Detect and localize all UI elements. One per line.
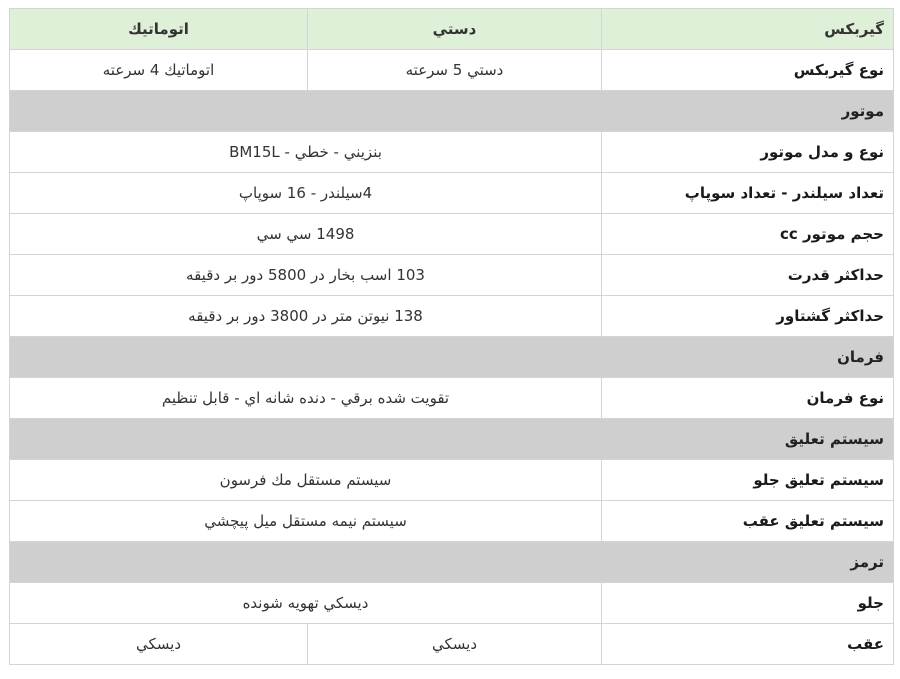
spec-value: 138 نيوتن متر در 3800 دور بر دقيقه [10, 296, 602, 337]
spec-row [10, 173, 894, 214]
spec-table [9, 8, 894, 665]
spec-value: بنزيني - خطي - BM15L [10, 132, 602, 173]
spec-row [10, 460, 894, 501]
spec-label: جلو [602, 583, 894, 624]
spec-row [10, 378, 894, 419]
section-row [10, 337, 894, 378]
spec-value: سيستم مستقل مك فرسون [10, 460, 602, 501]
automatic-value: ديسكي [10, 624, 308, 665]
spec-row [10, 296, 894, 337]
section-row [10, 91, 894, 132]
manual-value: ديسكي [308, 624, 602, 665]
spec-value: سيستم نيمه مستقل ميل پيچشي [10, 501, 602, 542]
spec-label: نوع و مدل موتور [602, 132, 894, 173]
section-title: ترمز [10, 542, 894, 583]
header-manual: دستي [308, 9, 602, 50]
spec-row [10, 255, 894, 296]
spec-label: نوع فرمان [602, 378, 894, 419]
spec-row [10, 583, 894, 624]
spec-label: سيستم تعليق جلو [602, 460, 894, 501]
spec-value: 103 اسب بخار در 5800 دور بر دقيقه [10, 255, 602, 296]
spec-row [10, 214, 894, 255]
spec-value: تقويت شده برقي - دنده شانه اي - قابل تنظيم [10, 378, 602, 419]
section-title: فرمان [10, 337, 894, 378]
section-title: سيستم تعليق [10, 419, 894, 460]
spec-label: حجم موتور cc [602, 214, 894, 255]
spec-label: حداكثر گشتاور [602, 296, 894, 337]
header-label: گيربكس [602, 9, 894, 50]
section-title: موتور [10, 91, 894, 132]
spec-value: ديسكي تهويه شونده [10, 583, 602, 624]
automatic-value: اتوماتيك 4 سرعته [10, 50, 308, 91]
spec-label: سيستم تعليق عقب [602, 501, 894, 542]
manual-value: دستي 5 سرعته [308, 50, 602, 91]
spec-label: تعداد سيلندر - تعداد سوپاپ [602, 173, 894, 214]
header-automatic: اتوماتيك [10, 9, 308, 50]
spec-value: 1498 سي سي [10, 214, 602, 255]
header-row [10, 9, 894, 50]
spec-label: نوع گيربكس [602, 50, 894, 91]
spec-row [10, 50, 894, 91]
section-row [10, 542, 894, 583]
spec-row [10, 132, 894, 173]
spec-label: حداكثر قدرت [602, 255, 894, 296]
section-row [10, 419, 894, 460]
spec-label: عقب [602, 624, 894, 665]
spec-row [10, 624, 894, 665]
spec-row [10, 501, 894, 542]
spec-value: 4سيلندر - 16 سوپاپ [10, 173, 602, 214]
